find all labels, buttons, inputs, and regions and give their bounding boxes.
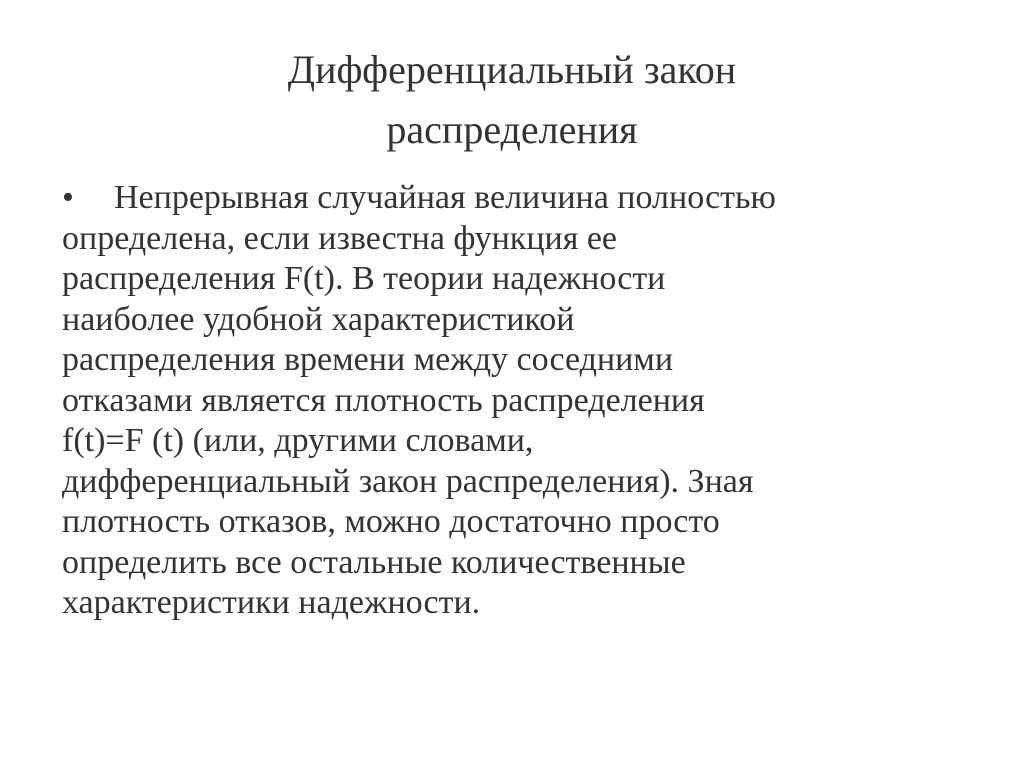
body-line: распределения времени между соседними [62,341,674,378]
body-line: характеристики надежности. [62,584,481,621]
slide-title-line: распределения [386,107,638,152]
body-line: f(t)=F (t) (или, другими словами, [62,422,534,459]
slide-title-line: Дифференциальный закон [287,47,737,92]
slide-title [112,40,912,160]
body-line: отказами является плотность распределения [62,381,705,419]
slide-body-text [62,178,992,624]
body-line: распределения F(t). В теории надежности [62,260,666,297]
body-line: Непрерывная случайная величина полностью [114,179,776,216]
body-line: дифференциальный закон распределения). Зная [62,462,754,500]
body-line: определить все остальные количественные [62,543,686,581]
bullet-icon: • [62,179,74,216]
body-line: определена, если известна функция ее [62,219,618,257]
body-line: наиболее удобной характеристикой [62,300,575,338]
body-line: плотность отказов, можно достаточно просто [62,503,720,540]
